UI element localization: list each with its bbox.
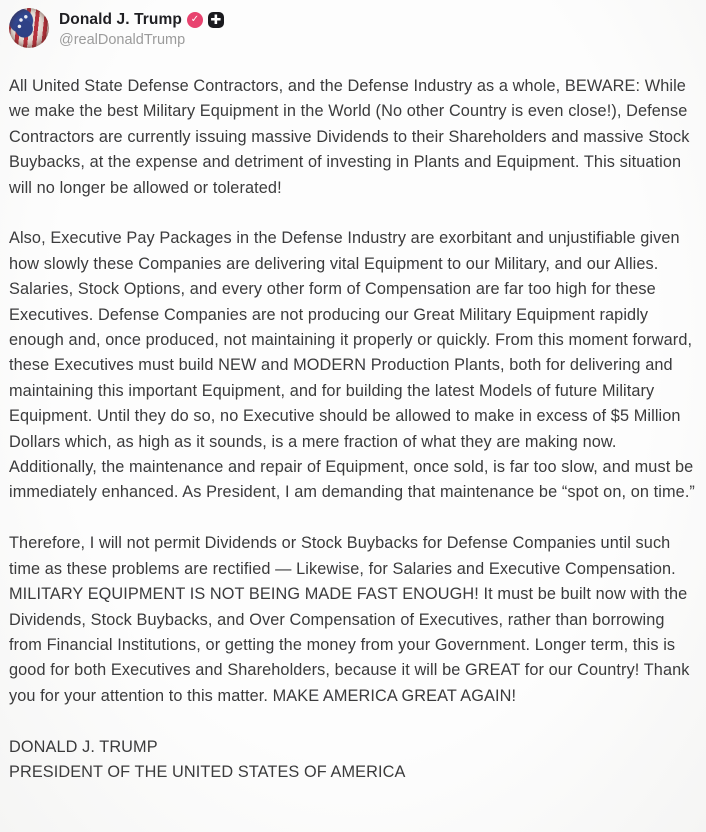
- post-header: [9, 8, 697, 48]
- avatar[interactable]: [9, 8, 49, 48]
- author-handle[interactable]: @realDonaldTrump: [59, 32, 186, 48]
- post-paragraph: Therefore, I will not permit Dividends or Stock Buybacks for Defense Companies until such time as these problems are rectified — Likewise, for Salaries and Executive Compensation. MILITARY EQUIPMENT IS NOT BEING MADE FAST ENOUGH! It must be built now with the Dividends, Stock Buybacks, and Over Compensation of Executives, rather than borrowing from Financial Institutions, or getting the money from your Government. Longer term, this is good for both Executives and Shareholders, because it will be GREAT for our Country! Thank you for your attention to this matter. MAKE AMERICA GREAT AGAIN!: [9, 534, 690, 705]
- signature-name: DONALD J. TRUMP: [9, 737, 158, 756]
- plus-badge-icon: ✚: [208, 12, 224, 28]
- post-paragraph: All United State Defense Contractors, and the Defense Industry as a whole, BEWARE: While we make the best Military Equipment in the World (No other Country is even close!), Defense Contractors are currently issuing massive Dividends to their Shareholders and massive Stock Buybacks, at the expense and detriment of investing in Plants and Equipment. This situation will no longer be allowed or tolerated!: [9, 77, 690, 197]
- post-body: [9, 74, 697, 785]
- verified-check-icon: ✓: [187, 12, 203, 28]
- author-display-name[interactable]: Donald J. Trump: [59, 11, 182, 28]
- post-paragraph: Also, Executive Pay Packages in the Defense Industry are exorbitant and unjustifiable given how slowly these Companies are delivering vital Equipment to our Military, and our Allies. Salaries, Stock Options, and every other form of Compensation are far too high for these Executives. Defense Companies are not producing our Great Military Equipment rapidly enough and, once produced, not maintaining it properly or quickly. From this moment forward, these Executives must build NEW and MODERN Production Plants, both for delivering and maintaining this important Equipment, and for building the latest Models of future Military Equipment. Until they do so, no Executive should be allowed to make in excess of $5 Million Dollars which, as high as it sounds, is a mere fraction of what they are making now. Additionally, the maintenance and repair of Equipment, once sold, is far too slow, and must be immediately enhanced. As President, I am demanding that maintenance be “spot on, on time.”: [9, 229, 695, 502]
- post-signature: [9, 735, 697, 786]
- signature-title: PRESIDENT OF THE UNITED STATES OF AMERICA: [9, 762, 406, 781]
- author-block: [59, 8, 224, 48]
